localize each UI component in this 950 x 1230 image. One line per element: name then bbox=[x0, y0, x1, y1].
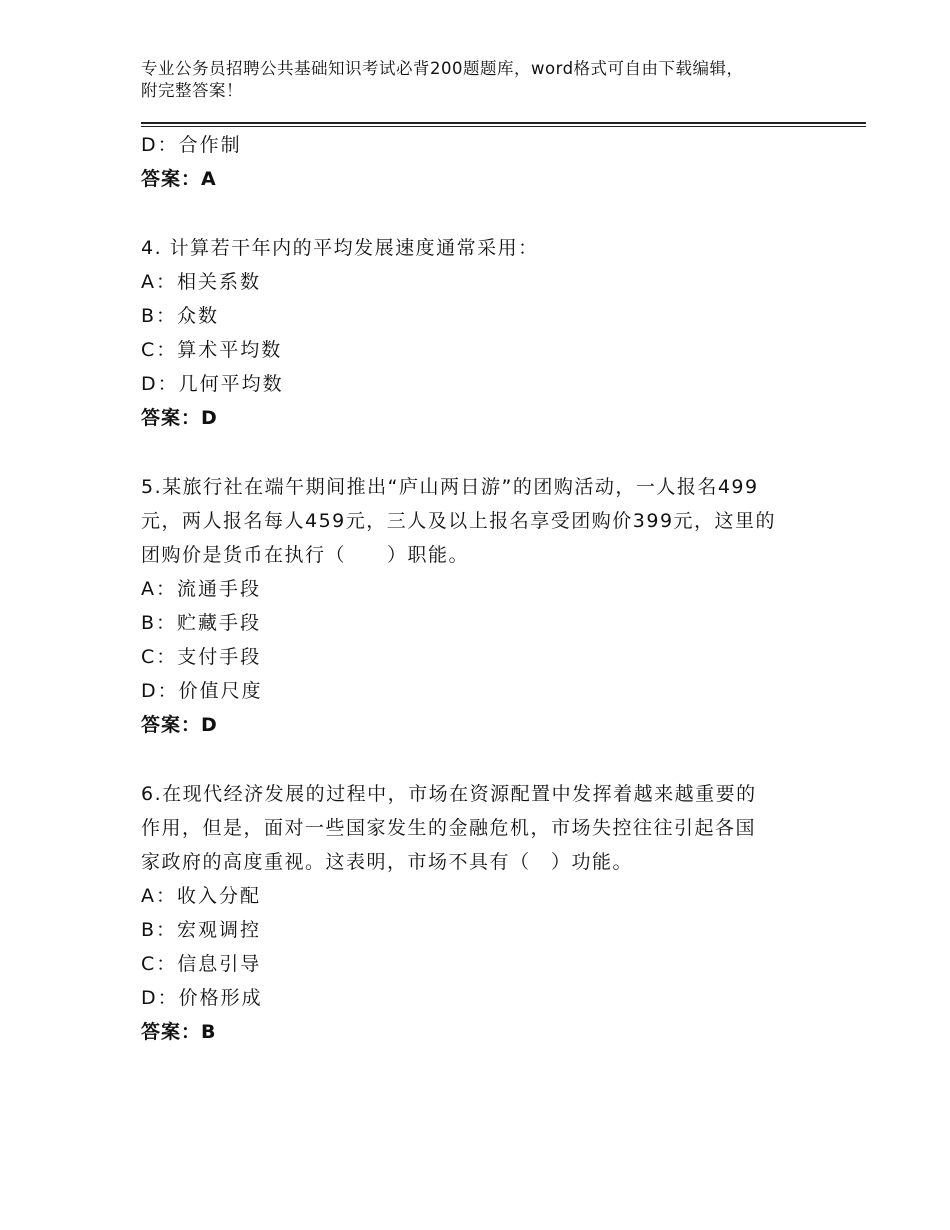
answer-line: 答案：A bbox=[141, 168, 217, 190]
option-d: D：几何平均数 bbox=[141, 373, 284, 395]
option-c: C：支付手段 bbox=[141, 646, 262, 668]
option-d: D：合作制 bbox=[141, 134, 242, 156]
question-prev bbox=[141, 128, 821, 196]
option-a: A：收入分配 bbox=[141, 885, 261, 907]
question-stem-line-3: 家政府的高度重视。这表明，市场不具有（ ）功能。 bbox=[141, 851, 634, 873]
option-b: B：宏观调控 bbox=[141, 919, 262, 941]
option-d: D：价格形成 bbox=[141, 987, 263, 1009]
option-a: A：流通手段 bbox=[141, 578, 261, 600]
option-c: C：信息引导 bbox=[141, 953, 262, 975]
header-line-1: 专业公务员招聘公共基础知识考试必背200题题库，word格式可自由下载编辑， bbox=[141, 59, 744, 78]
question-list bbox=[141, 128, 821, 1049]
option-d: D：价值尺度 bbox=[141, 680, 263, 702]
question-stem-line-1: 6.在现代经济发展的过程中，市场在资源配置中发挥着越来越重要的 bbox=[141, 783, 757, 805]
option-c: C：算术平均数 bbox=[141, 339, 283, 361]
header-rule-thin bbox=[141, 126, 866, 127]
answer-line: 答案：B bbox=[141, 1021, 217, 1043]
answer-line: 答案：D bbox=[141, 407, 218, 429]
question-stem: 4. 计算若干年内的平均发展速度通常采用： bbox=[141, 237, 539, 259]
header-rule-thick bbox=[141, 122, 866, 124]
question-4 bbox=[141, 231, 821, 435]
page-header bbox=[141, 58, 801, 102]
question-stem-line-2: 作用，但是，面对一些国家发生的金融危机，市场失控往往引起各国 bbox=[141, 817, 757, 839]
question-5 bbox=[141, 470, 821, 742]
question-stem-line-1: 5.某旅行社在端午期间推出“庐山两日游”的团购活动，一人报名499 bbox=[141, 476, 759, 498]
header-line-2: 附完整答案！ bbox=[141, 81, 243, 100]
question-stem-line-2: 元，两人报名每人459元，三人及以上报名享受团购价399元，这里的 bbox=[141, 510, 777, 532]
question-6 bbox=[141, 777, 821, 1049]
answer-line: 答案：D bbox=[141, 714, 218, 736]
option-b: B：贮藏手段 bbox=[141, 612, 262, 634]
option-b: B：众数 bbox=[141, 305, 220, 327]
option-a: A：相关系数 bbox=[141, 271, 261, 293]
question-stem-line-3: 团购价是货币在执行（ ）职能。 bbox=[141, 544, 470, 566]
